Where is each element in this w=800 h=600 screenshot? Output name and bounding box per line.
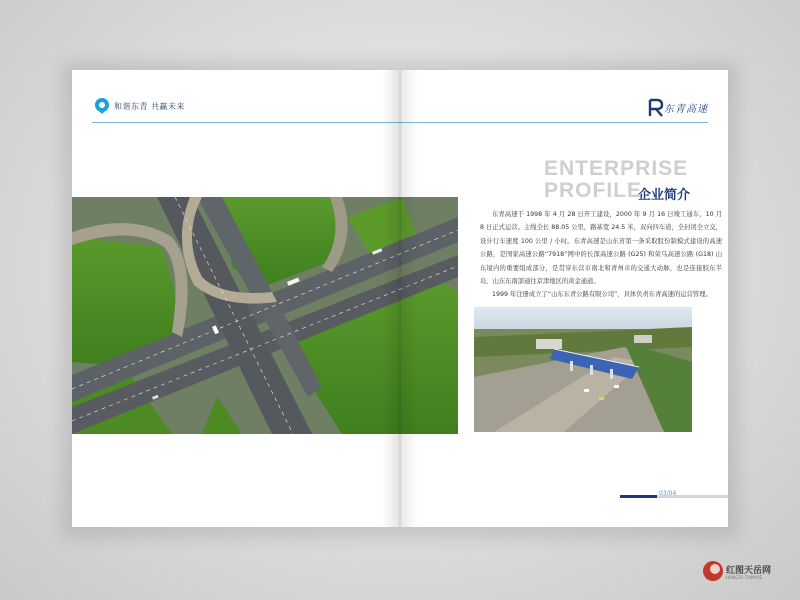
profile-body [480, 208, 722, 302]
watermark-circle-icon [702, 560, 724, 582]
page-number: 03/04 [659, 490, 677, 497]
toll-station-photo [474, 307, 692, 432]
brand-logo [648, 98, 708, 118]
highway-interchange-photo [72, 197, 458, 434]
brochure-spread [72, 70, 728, 527]
brand-logo-text: 东青高速 [664, 104, 708, 115]
profile-paragraph: 1999 年注册成立了“山东东青公路有限公司”，具体负责东青高速的运营管理。 [492, 291, 712, 299]
watermark-sub: HONGTU TIANYUE [726, 575, 762, 580]
header-slogan: 和谐东青 共赢未来 [114, 102, 186, 111]
watermark-name: 红图天岳网 [726, 566, 772, 576]
header-divider [92, 122, 708, 123]
watermark-logo [702, 560, 772, 586]
page-indicator-bar [620, 495, 657, 498]
title-english-line2: PROFILE [544, 179, 643, 202]
title-english-line1: ENTERPRISE [544, 157, 689, 180]
title-chinese: 企业简介 [638, 188, 691, 203]
profile-paragraph: 东青高速于 1998 年 4 月 28 日开工建设，2000 年 9 月 16 日竣工通车，10 月 8 日正式运营。主线全长 88.05 公里，路基宽 24.5 米，双向四车道，全封闭全立交，设计行车速度 100 公里 / 小时。东青高速是山东省第一条采取股份制模式建设的高速公路，是国家高速公路“7918”网中的长深高速公路 (G25) 和荣乌高速公路 (G18) 山东境内的重要组成部分，是贯穿东营市南北和青州市的交通大动脉，也是连接胶东半岛、山东东南部通往京津地区的黄金通道。 [480, 211, 722, 286]
brand-r-icon [648, 98, 664, 118]
location-pin-icon [94, 98, 110, 114]
